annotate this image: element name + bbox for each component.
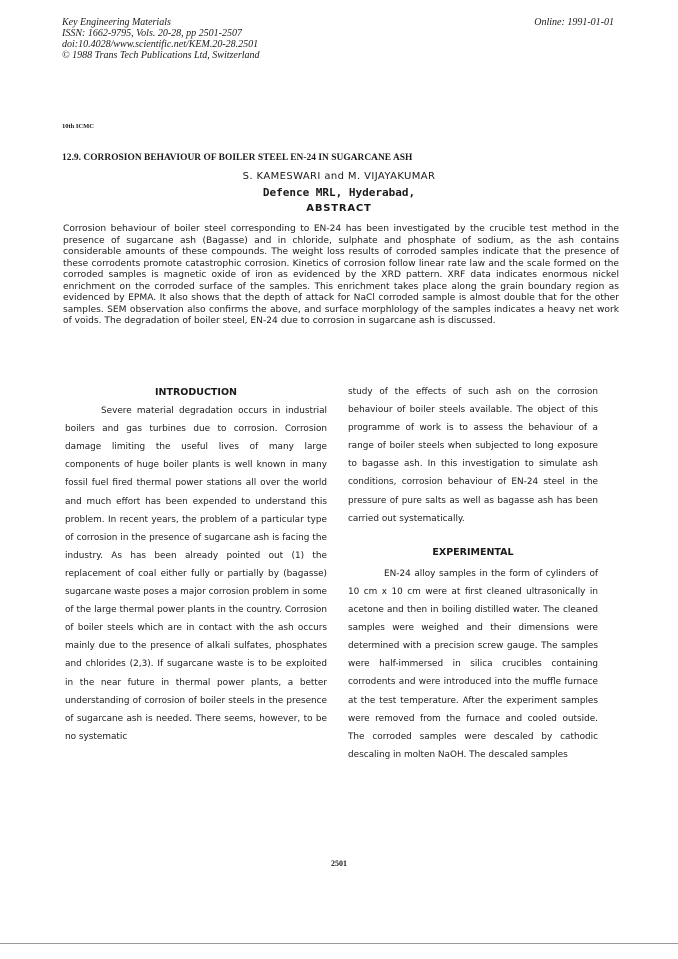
experimental-heading: EXPERIMENTAL xyxy=(432,546,514,558)
abstract-text: Corrosion behaviour of boiler steel corresponding to EN-24 has been investigated by the crucible test method in the presence of sugarcane ash (Bagasse) and in chloride, sulphate and phosphate of sodium, as the ash contains considerable amounts of these compounds. The weight loss results of corroded samples indicate that the presence of these corrodents promote catastrophic corrosion. Kinetics of corrosion follow linear rate law and the scale formed on the corroded samples is magnetic oxide of iron as evidenced by the XRD pattern. XRF data indicates enormous nickel enrichment on the corroded surface of the samples. This enrichment takes place along the grain boundary region as evidenced by EPMA. It also shows that the depth of attack for NaCl corroded sample is almost double that for the other samples. SEM observation also confirms the above, and surface morphlology of the samples indicates a heavy net work of voids. The degradation of boiler steel, EN-24 due to corrosion in sugarcane ash is discussed. xyxy=(63,224,619,326)
paper-title: 12.9. CORROSION BEHAVIOUR OF BOILER STEEL EN-24 IN SUGARCANE ASH xyxy=(62,153,413,163)
right-column xyxy=(348,383,598,764)
affiliation: Defence MRL, Hyderabad, xyxy=(262,186,416,199)
introduction-continuation: study of the effects of such ash on the corrosion behaviour of boiler steels available. The object of this programme of work is to assess the behaviour of a range of boiler steels when subjected to long exposure to bagasse ash. In this investigation to simulate ash conditions, corrosion behaviour of EN-24 steel in the pressure of pure salts as well as bagasse ash has been carried out systematically. xyxy=(348,387,598,524)
introduction-heading: INTRODUCTION xyxy=(155,387,237,398)
journal-header xyxy=(62,17,260,61)
abstract-heading: ABSTRACT xyxy=(306,203,372,214)
page-number: 2501 xyxy=(331,859,347,868)
copyright-line: © 1988 Trans Tech Publications Ltd, Switzerland xyxy=(62,50,260,61)
doi-line: doi:10.4028/www.scientific.net/KEM.20-28.2501 xyxy=(62,39,259,50)
issn-line: ISSN: 1662-9795, Vols. 20-28, pp 2501-2507 xyxy=(62,28,242,39)
conference-label: 10th ICMC xyxy=(62,123,94,130)
experimental-paragraph: EN-24 alloy samples in the form of cylinders of 10 cm x 10 cm were at first cleaned ultrasonically in acetone and then in boiling distilled water. The cleaned samples were weighed and their dimensions were determined with a precision screw gauge. The samples were half-immersed in silica crucibles containing corrodents and were introduced into the muffle furnace at the test temperature. After the experiment samples were removed from the furnace and cooled outside. The corroded samples were descaled by cathodic descaling in molten NaOH. The descaled samples xyxy=(348,568,598,760)
online-date: Online: 1991-01-01 xyxy=(534,17,614,28)
left-column xyxy=(65,384,327,746)
bottom-rule xyxy=(0,943,678,944)
introduction-paragraph: Severe material degradation occurs in industrial boilers and gas turbines due to corrosion. Corrosion damage limiting the useful lives of many large components of huge boiler plants is well known in many fossil fuel fired thermal power stations all over the world and much effort has been expended to understand this problem. In recent years, the problem of a particular type of corrosion in the presence of sugarcane ash is facing the industry. As has been already pointed out (1) the replacement of coal either fully or partially by (bagasse) sugarcane waste poses a major corrosion problem in some of the large thermal power plants in the country. Corrosion of boiler steels which are in contact with the ash occurs mainly due to the presence of alkali sulfates, phosphates and chlorides (2,3). If sugarcane waste is to be exploited in the near future in thermal power plants, a better understanding of corrosion of boiler steels in the presence of sugarcane ash is needed. There seems, however, to be no systematic xyxy=(65,406,327,742)
journal-name: Key Engineering Materials xyxy=(62,17,171,28)
authors: S. KAMESWARI and M. VIJAYAKUMAR xyxy=(242,171,436,182)
